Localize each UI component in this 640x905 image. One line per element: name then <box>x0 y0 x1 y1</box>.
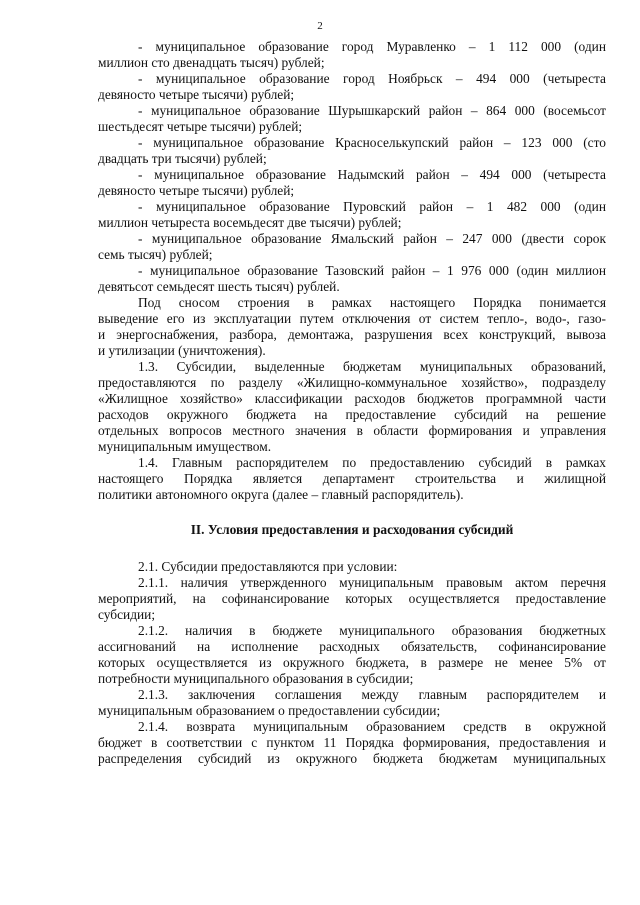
paragraph-line: 2.1.3. заключения соглашения между главным распорядителем и <box>138 687 606 702</box>
paragraph-line: - муниципальное образование Ямальский район – 247 000 (двести сорок <box>138 231 606 246</box>
paragraph-line: - муниципальное образование город Муравленко – 1 112 000 (один <box>138 39 606 54</box>
paragraph-line: которых осуществляется из окружного бюджета, в размере не менее 5% от <box>98 655 606 670</box>
paragraph-line: миллион сто двенадцать тысяч) рублей; <box>98 55 325 70</box>
paragraph-line: - муниципальное образование Шурышкарский район – 864 000 (восемьсот <box>138 103 606 118</box>
paragraph-line: предоставляются по разделу «Жилищно-коммунальное хозяйство», подразделу <box>98 375 606 390</box>
paragraph-line: девяносто четыре тысячи) рублей; <box>98 183 295 198</box>
paragraph-line: девятьсот семьдесят шесть тысяч) рублей. <box>98 279 340 294</box>
paragraph-line: бюджет в соответствии с пунктом 11 Порядка формирования, предоставления и <box>98 735 606 750</box>
paragraph-line: - муниципальное образование Красноселькупский район – 123 000 (сто <box>138 135 606 150</box>
paragraph-line: 2.1. Субсидии предоставляются при условии: <box>138 559 398 574</box>
paragraph-line: - муниципальное образование город Ноябрьск – 494 000 (четыреста <box>138 71 606 86</box>
paragraph-line: муниципальным образованием о предоставлении субсидии; <box>98 703 441 718</box>
section-heading: II. Условия предоставления и расходования субсидий <box>190 522 514 537</box>
paragraph-line: 1.4. Главным распорядителем по предоставлению субсидий в рамках <box>138 455 606 470</box>
paragraph-line: «Жилищное хозяйство» классификации расходов бюджетов программной части <box>98 391 606 406</box>
paragraph-line: распределения субсидий из окружного бюджета бюджетам муниципальных <box>98 751 606 766</box>
paragraph-line: отдельных вопросов местного значения в области формирования и управления <box>98 423 606 438</box>
paragraph-line: - муниципальное образование Пуровский район – 1 482 000 (один <box>138 199 606 214</box>
paragraph-line: миллион четыреста восемьдесят две тысячи) рублей; <box>98 215 402 230</box>
paragraph-line: девяносто четыре тысячи) рублей; <box>98 87 295 102</box>
paragraph-line: Под сносом строения в рамках настоящего Порядка понимается <box>138 295 606 310</box>
paragraph-line: - муниципальное образование Надымский район – 494 000 (четыреста <box>138 167 606 182</box>
paragraph-line: - муниципальное образование Тазовский район – 1 976 000 (один миллион <box>138 263 606 278</box>
paragraph-line: и утилизации (уничтожения). <box>98 343 266 358</box>
paragraph-line: настоящего Порядка является департамент строительства и жилищной <box>98 471 606 486</box>
paragraph-line: политики автономного округа (далее – главный распорядитель). <box>98 487 464 502</box>
paragraph-line: 1.3. Субсидии, выделенные бюджетам муниципальных образований, <box>138 359 606 374</box>
paragraph-line: и энергоснабжения, разбора, демонтажа, разрушения всех конструкций, вывоза <box>98 327 606 342</box>
paragraph-line: ассигнований на исполнение расходных обязательств, софинансирование <box>98 639 606 654</box>
paragraph-line: мероприятий, на софинансирование которых осуществляется предоставление <box>98 591 606 606</box>
paragraph-line: муниципальным имуществом. <box>98 439 272 454</box>
paragraph-line: 2.1.1. наличия утвержденного муниципальным правовым актом перечня <box>138 575 606 590</box>
paragraph-line: потребности муниципального образования в субсидии; <box>98 671 414 686</box>
page-number: 2 <box>317 20 323 32</box>
paragraph-line: 2.1.4. возврата муниципальным образованием средств в окружной <box>138 719 606 734</box>
paragraph-line: семь тысяч) рублей; <box>98 247 213 262</box>
paragraph-line: выведение его из эксплуатации путем отключения от систем тепло-, водо-, газо- <box>98 311 606 326</box>
paragraph-line: двадцать три тысячи) рублей; <box>98 151 267 166</box>
paragraph-line: расходов окружного бюджета на предоставление субсидий на решение <box>98 407 606 422</box>
document-body <box>98 39 606 767</box>
paragraph-line: 2.1.2. наличия в бюджете муниципального образования бюджетных <box>138 623 606 638</box>
paragraph-line: шестьдесят четыре тысячи) рублей; <box>98 119 303 134</box>
paragraph-line: субсидии; <box>98 607 156 622</box>
